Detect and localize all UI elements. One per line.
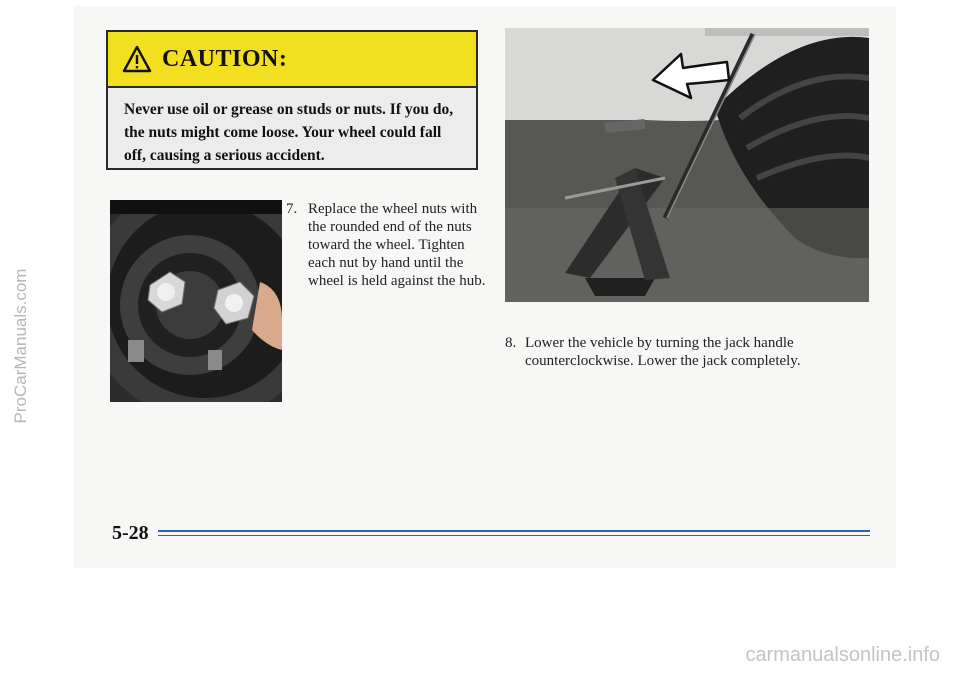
site-footer: carmanualsonline.info [745,644,940,666]
footer-rule-thin [158,535,870,536]
footer-rule [158,530,870,532]
watermark-text: ProCarManuals.com [11,268,30,424]
side-watermark [4,196,38,496]
caution-header [108,32,476,88]
step-text: Lower the vehicle by turning the jack handle counterclockwise. Lower the jack completely. [525,335,801,369]
caution-box [106,30,478,170]
page-number: 5-28 [112,522,149,544]
warning-triangle-icon [122,45,152,73]
caution-title: CAUTION: [162,45,288,72]
jack-photo [505,28,869,302]
step-number: 7. [286,201,298,217]
caution-text: Never use oil or grease on studs or nuts. If you do, the nuts might come loose. Your wheel could fall off, causing a serious accident. [124,101,454,164]
wheel-nuts-photo [110,200,282,402]
step-text: Replace the wheel nuts with the rounded end of the nuts toward the wheel. Tighten each nut by hand until the wheel is held against the hub. [308,201,486,289]
step-number: 8. [505,335,517,351]
